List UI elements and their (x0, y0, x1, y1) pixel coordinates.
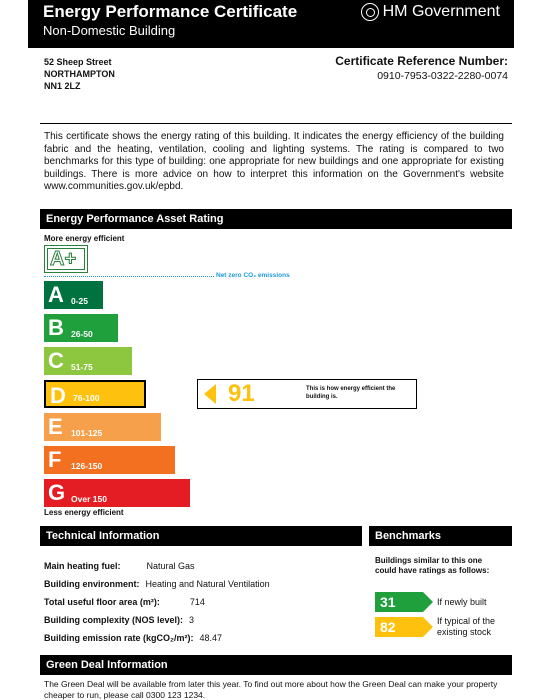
benchmark-typical (375, 617, 423, 637)
hm-government-label: HM Government (382, 3, 500, 20)
benchmark-typical-value: 82 (380, 619, 396, 635)
property-address (44, 56, 115, 92)
rating-score: 91 (228, 380, 255, 407)
band-letter: E (48, 414, 63, 439)
divider (40, 123, 512, 124)
tech-row (44, 611, 270, 629)
rating-band-b (44, 314, 118, 342)
address-line-1: 52 Sheep Street (44, 57, 112, 67)
crest-icon (361, 3, 379, 21)
tech-row (44, 557, 270, 575)
green-deal-heading: Green Deal Information (40, 655, 512, 675)
tech-label: Total useful floor area (m²): (44, 597, 160, 607)
tech-row (44, 629, 270, 647)
certificate-header (28, 0, 514, 48)
benchmarks-heading: Benchmarks (369, 526, 512, 546)
rating-pointer (197, 379, 417, 409)
band-range: 51-75 (71, 362, 93, 372)
pointer-arrow-icon (204, 384, 216, 404)
rating-band-e (44, 413, 161, 441)
benchmark-new-label: If newly built (437, 597, 487, 607)
aplus-label: A+ (47, 248, 85, 270)
tech-value: 714 (189, 597, 205, 607)
tech-value: Heating and Natural Ventilation (145, 579, 270, 589)
rating-band-f (44, 446, 175, 474)
certificate-reference (335, 54, 508, 82)
rating-note: This is how energy efficient the building is. (306, 386, 396, 400)
tech-label: Main heating fuel: (44, 561, 121, 571)
certificate-reference-value: 0910-7953-0322-2280-0074 (377, 70, 508, 82)
tech-value: 48.47 (199, 633, 223, 643)
address-line-3: NN1 2LZ (44, 81, 81, 91)
band-range: 76-100 (73, 393, 100, 403)
green-deal-text: The Green Deal will be available from later this year. To find out more about how the Green Deal can make your property cheaper to run, please call 0300 123 1234. (44, 679, 498, 700)
band-range: 0-25 (71, 296, 89, 306)
tech-label: Building environment: (44, 579, 140, 589)
band-range: Over 150 (71, 494, 107, 504)
netzero-line (44, 276, 214, 277)
band-letter: F (48, 447, 62, 472)
benchmark-new-value: 31 (380, 594, 396, 610)
tech-row (44, 593, 270, 611)
address-line-2: NORTHAMPTON (44, 69, 115, 79)
less-efficient-label: Less energy efficient (44, 508, 124, 517)
hm-government-logo (361, 3, 500, 21)
band-range: 26-50 (71, 329, 93, 339)
aplus-band (44, 245, 88, 273)
band-letter: D (50, 383, 66, 408)
band-letter: B (48, 315, 64, 340)
technical-heading: Technical Information (40, 526, 362, 546)
intro-paragraph: This certificate shows the energy rating of this building. It indicates the energy efficiency of the building fabric and the heating, ventilation, cooling and lighting systems. The rating is compared to two benchmarks for this type of building: one appropriate for new buildings and one appropriate for existing buildings. There is more advice on how to interpret this information on the Government's website www.communities.gov.uk/epbd. (44, 131, 504, 192)
benchmark-arrow-icon (423, 617, 433, 637)
certificate-reference-label: Certificate Reference Number: (335, 54, 508, 68)
tech-label: Building emission rate (kgCO₂/m²): (44, 633, 194, 643)
band-range: 126-150 (71, 461, 103, 471)
band-letter: G (48, 480, 66, 505)
certificate-subtitle: Non-Domestic Building (43, 23, 176, 38)
tech-value: 3 (189, 615, 195, 625)
netzero-label: Net zero CO₂ emissions (216, 272, 290, 279)
rating-band-a (44, 281, 103, 309)
tech-row (44, 575, 270, 593)
band-letter: A (48, 282, 64, 307)
rating-band-c (44, 347, 132, 375)
rating-heading: Energy Performance Asset Rating (40, 209, 512, 229)
benchmarks-intro: Buildings similar to this one could have ratings as follows: (375, 556, 490, 575)
rating-band-d (44, 380, 146, 408)
benchmark-new (375, 592, 423, 612)
certificate-title: Energy Performance Certificate (43, 2, 298, 21)
benchmark-typical-label: If typical of the existing stock (437, 616, 496, 637)
tech-label: Building complexity (NOS level): (44, 615, 184, 625)
rating-band-g (44, 479, 190, 507)
more-efficient-label: More energy efficient (44, 234, 125, 243)
band-range: 101-125 (71, 428, 103, 438)
technical-info (44, 557, 270, 647)
benchmark-arrow-icon (423, 592, 433, 612)
tech-value: Natural Gas (146, 561, 195, 571)
band-letter: C (48, 348, 64, 373)
